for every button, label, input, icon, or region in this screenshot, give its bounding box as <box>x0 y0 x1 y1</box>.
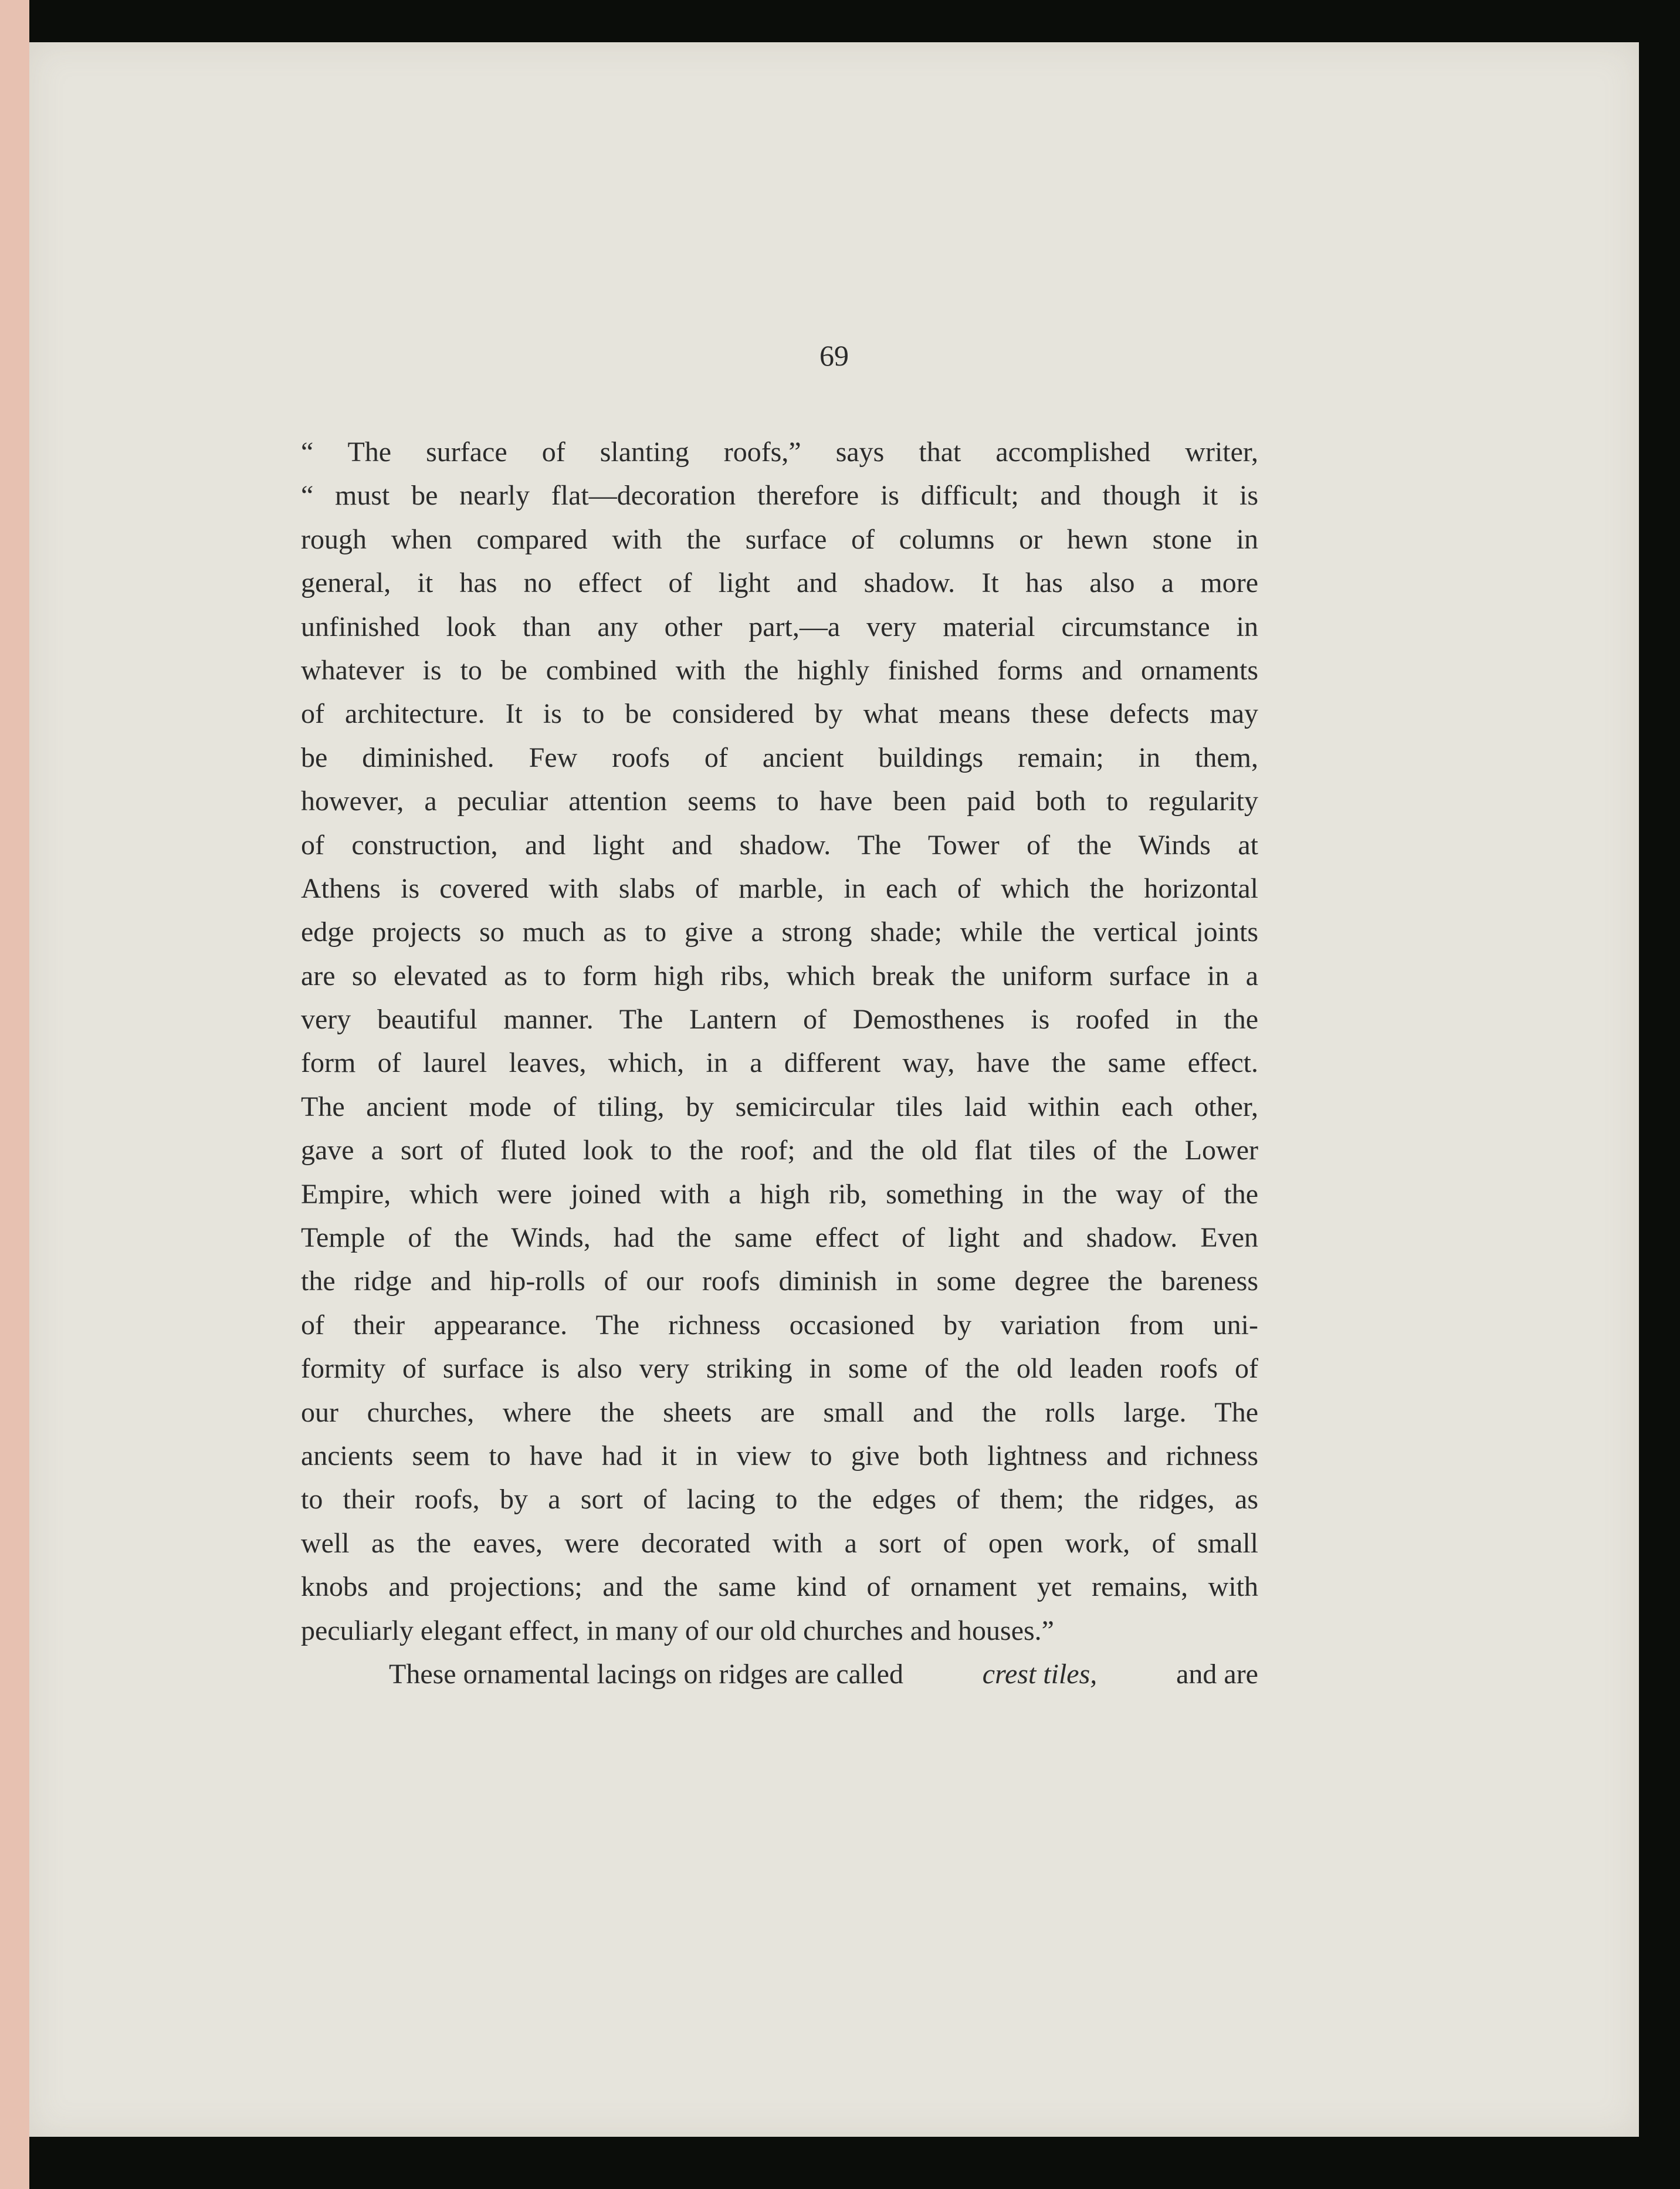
text-line: gave a sort of fluted look to the roof; and the old flat tiles of the Lower <box>301 1135 1258 1166</box>
text-line: unfinished look than any other part,—a very material circumstance in <box>301 611 1258 642</box>
text-line: the ridge and hip-rolls of our roofs diminish in some degree the bareness <box>301 1266 1258 1297</box>
book-page <box>29 42 1639 2137</box>
italic-term: crest tiles, <box>982 1658 1098 1690</box>
text-line: very beautiful manner. The Lantern of Demosthenes is roofed in the <box>301 1004 1258 1036</box>
text-segment: and are <box>1176 1658 1258 1690</box>
page-number: 69 <box>819 339 849 372</box>
text-line: our churches, where the sheets are small and the rolls large. The <box>301 1396 1258 1428</box>
text-line: Temple of the Winds, had the same effect of light and shadow. Even <box>301 1222 1258 1254</box>
text-line: formity of surface is also very striking in some of the old leaden roofs of <box>301 1353 1258 1385</box>
text-line: knobs and projections; and the same kind of ornament yet remains, with <box>301 1571 1258 1603</box>
text-line: Athens is covered with slabs of marble, in each of which the horizontal <box>301 872 1258 904</box>
text-line: to their roofs, by a sort of lacing to the edges of them; the ridges, as <box>301 1484 1258 1515</box>
text-line: rough when compared with the surface of columns or hewn stone in <box>301 523 1258 555</box>
text-line: general, it has no effect of light and shadow. It has also a more <box>301 567 1258 599</box>
text-line: well as the eaves, were decorated with a sort of open work, of small <box>301 1527 1258 1559</box>
text-line: ancients seem to have had it in view to give both lightness and richness <box>301 1440 1258 1471</box>
text-line: be diminished. Few roofs of ancient buildings remain; in them, <box>301 742 1258 773</box>
text-line: The ancient mode of tiling, by semicircular tiles laid within each other, <box>301 1091 1258 1122</box>
text-line: peculiarly elegant effect, in many of our old churches and houses.” <box>301 1615 1054 1646</box>
paragraph-opening-line <box>301 1653 1258 1696</box>
text-segment: These ornamental lacings on ridges are called <box>389 1658 903 1690</box>
body-text <box>301 431 1258 1696</box>
text-line: of architecture. It is to be considered by what means these defects may <box>301 698 1258 730</box>
text-line: form of laurel leaves, which, in a different way, have the same effect. <box>301 1047 1258 1079</box>
text-line: “ must be nearly flat—decoration therefore is difficult; and though it is <box>301 480 1258 512</box>
text-line: “ The surface of slanting roofs,” says that accomplished writer, <box>301 437 1258 468</box>
text-line: of their appearance. The richness occasioned by variation from uni- <box>301 1309 1258 1341</box>
text-line: edge projects so much as to give a strong shade; while the vertical joints <box>301 916 1258 948</box>
text-line: whatever is to be combined with the highly finished forms and ornaments <box>301 654 1258 686</box>
book-edge-strip <box>0 0 29 2189</box>
text-line: Empire, which were joined with a high rib, something in the way of the <box>301 1178 1258 1210</box>
text-line: of construction, and light and shadow. The Tower of the Winds at <box>301 829 1258 861</box>
text-line: are so elevated as to form high ribs, which break the uniform surface in a <box>301 960 1258 992</box>
text-line: however, a peculiar attention seems to have been paid both to regularity <box>301 786 1258 817</box>
